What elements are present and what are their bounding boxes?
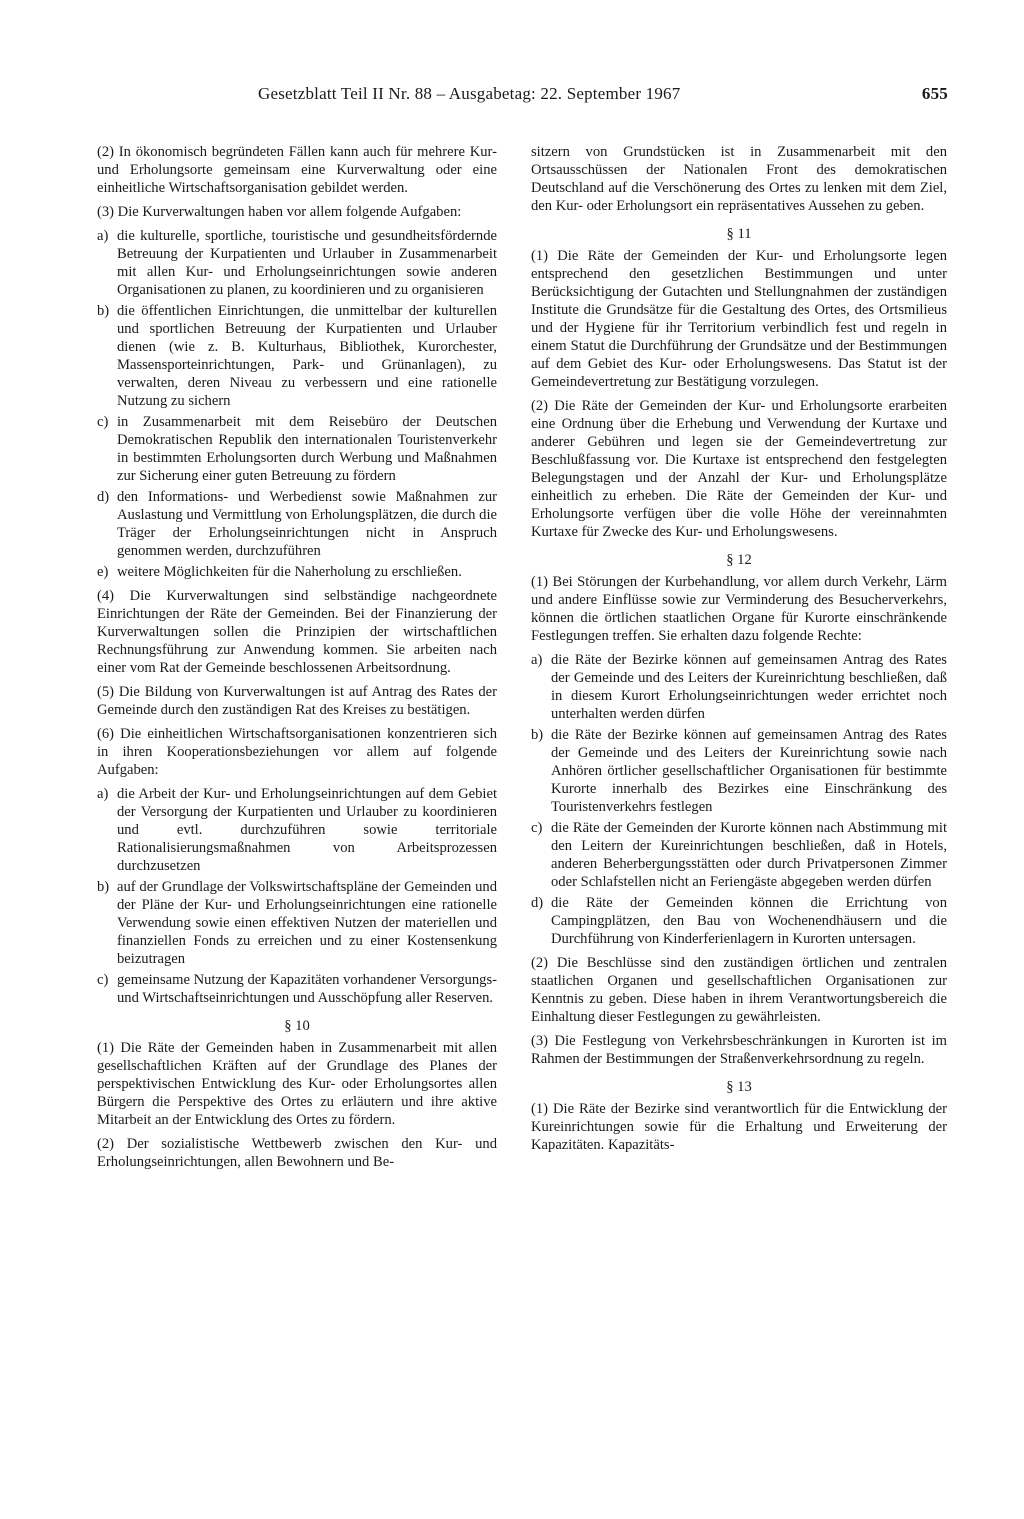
list-item: [97, 413, 497, 485]
section-heading: § 12: [726, 552, 752, 568]
list-item: [97, 227, 497, 299]
item-label: b): [531, 727, 544, 743]
section-heading: § 13: [726, 1079, 752, 1095]
list-item: [531, 651, 947, 723]
list-item: [97, 878, 497, 968]
paragraph: (2) Die Beschlüsse sind den zuständigen örtlichen und zentralen staatlichen Organen und gesellschaftlichen Organisationen zur Kenntnis zu geben. Diese haben in ihrem Verantwortungsbereich die Einhaltung dieser Festlegungen zu gewährleisten.: [531, 955, 947, 1025]
item-label: a): [97, 228, 109, 244]
item-label: a): [97, 786, 109, 802]
paragraph: (2) In ökonomisch begründeten Fällen kann auch für mehrere Kur- und Erholungsorte gemeinsam eine Kurverwaltung oder eine einheitliche Wirtschaftsorganisation gebildet werden.: [97, 144, 497, 196]
item-text: die Räte der Gemeinden können die Errichtung von Campingplätzen, den Bau von Wochenendhäusern und die Durchführung von Kinderferienlagern in Kurorten untersagen.: [551, 895, 947, 947]
paragraph: (2) Der sozialistische Wettbewerb zwischen den Kur- und Erholungseinrichtungen, allen Bewohnern und Be-: [97, 1136, 497, 1170]
paragraph: (4) Die Kurverwaltungen sind selbständige nachgeordnete Einrichtungen der Räte der Gemeinden. Bei der Finanzierung der Kurverwaltungen sollen die Prinzipien der wirtschaftlichen Rechnungsführung zur Anwendung kommen. Sie arbeiten nach einer vom Rat der Gemeinde beschlossenen Arbeitsordnung.: [97, 588, 497, 676]
left-column: [97, 143, 497, 1177]
item-label: a): [531, 652, 543, 668]
item-text: auf der Grundlage der Volkswirtschaftspläne der Gemeinden und der Pläne der Kur- und Erholungseinrichtungen eine rationelle Verwendung sowie einen effektiven Nutzen der materiellen und finanziellen Fonds zu erreichen und zu einer Kostensenkung beizutragen: [117, 879, 497, 967]
item-label: c): [531, 820, 543, 836]
paragraph: (5) Die Bildung von Kurverwaltungen ist auf Antrag des Rates der Gemeinde durch den zuständigen Rat des Kreises zu bestätigen.: [97, 684, 497, 718]
page-header: [258, 84, 948, 108]
page-number: 655: [921, 84, 948, 103]
item-text: die Räte der Bezirke können auf gemeinsamen Antrag des Rates der Gemeinde und des Leiters der Kureinrichtung sowie nach Anhören örtlicher gesellschaftlicher Organisationen für bestimmte Kurorte innerhalb des Bezirkes eine Einschränkung des Touristenverkehrs festlegen: [551, 727, 947, 815]
item-text: weitere Möglichkeiten für die Naherholung zu erschließen.: [117, 564, 462, 580]
paragraph: (1) Die Räte der Gemeinden der Kur- und Erholungsorte legen entsprechend den gesetzlichen Bestimmungen und unter Berücksichtigung der Gutachten und Stellungnahmen der zuständigen Institute die Grundsätze für die Gestaltung des Ortes, des Ortsmilieus und der Hygiene für ihr Territorium verbindlich fest und regeln in einem Statut die Durchführung der Grundsätze und der Bestimmungen auf dem Gebiet des Kur- oder Erholungswesens. Das Statut ist der Gemeindevertretung zur Bestätigung vorzulegen.: [531, 248, 947, 390]
list-item: [531, 726, 947, 816]
list-item: [97, 785, 497, 875]
item-text: die Räte der Gemeinden der Kurorte können nach Abstimmung mit den Leitern der Kureinrichtungen beschließen, daß in Hotels, anderen Beherbergungsstätten oder durch Privatpersonen Zimmer oder Schlafstellen nicht an Feriengäste abgegeben werden dürfen: [551, 820, 947, 890]
paragraph: (1) Die Räte der Bezirke sind verantwortlich für die Entwicklung der Kureinrichtungen sowie für die Erhaltung und Erweiterung der Kapazitäten. Kapazitäts-: [531, 1101, 947, 1153]
item-label: b): [97, 879, 110, 895]
item-label: d): [97, 489, 110, 505]
task-list: [97, 227, 497, 581]
item-label: e): [97, 564, 109, 580]
list-item: [97, 971, 497, 1007]
list-item: [97, 488, 497, 560]
right-column: [531, 143, 947, 1160]
paragraph: sitzern von Grundstücken ist in Zusammenarbeit mit den Ortsausschüssen der Nationalen Front des demokratischen Deutschland auf die Verschönerung des Ortes zu lenken mit dem Ziel, den Kur- oder Erholungsort ein repräsentatives Aussehen zu geben.: [531, 144, 947, 214]
section-heading: § 10: [284, 1018, 310, 1034]
item-label: c): [97, 972, 109, 988]
list-item: [97, 302, 497, 410]
list-item: [531, 819, 947, 891]
rights-list: [531, 651, 947, 948]
item-text: die kulturelle, sportliche, touristische und gesundheitsfördernde Betreuung der Kurpatienten und Urlauber in Zusammenarbeit mit allen Kur- und Erholungseinrichtungen sowie anderen Organisationen zu planen, zu koordinieren und zu organisieren: [117, 228, 497, 298]
paragraph: (2) Die Räte der Gemeinden der Kur- und Erholungsorte erarbeiten eine Ordnung über die Erhebung und Verwendung der Kurtaxe und anderer Gebühren und legen sie der Gemeindevertretung zur Beschlußfassung vor. Die Kurtaxe ist entsprechend den festgelegten Belegungstagen und der Anzahl der Kur- und Erholungsplätze einheitlich zu erheben. Die Räte der Gemeinden der Kur- und Erholungsorte verfügen über die volle Höhe der vereinnahmten Kurtaxe für Zwecke des Kur- und Erholungswesens.: [531, 398, 947, 540]
item-text: gemeinsame Nutzung der Kapazitäten vorhandener Versorgungs- und Wirtschaftseinrichtungen und Ausschöpfung aller Reserven.: [117, 972, 497, 1006]
task-list: [97, 785, 497, 1007]
paragraph: (1) Bei Störungen der Kurbehandlung, vor allem durch Verkehr, Lärm und andere Einflüsse sowie zur Verminderung des Besucherverkehrs, können die örtlichen staatlichen Organe für Kurorte einschränkende Festlegungen treffen. Sie erhalten dazu folgende Rechte:: [531, 574, 947, 644]
list-item: [531, 894, 947, 948]
paragraph: (1) Die Räte der Gemeinden haben in Zusammenarbeit mit allen gesellschaftlichen Kräften auf der Grundlage des Planes der perspektivischen Entwicklung des Kur- oder Erholungsortes allen Bürgern die Perspektive des Ortes zu erläutern und ihre aktive Mitarbeit an der Entwicklung des Ortes zu fördern.: [97, 1040, 497, 1128]
paragraph: (3) Die Kurverwaltungen haben vor allem folgende Aufgaben:: [97, 204, 462, 220]
paragraph: (3) Die Festlegung von Verkehrsbeschränkungen in Kurorten ist im Rahmen der Bestimmungen der Straßenverkehrsordnung zu regeln.: [531, 1033, 947, 1067]
item-label: b): [97, 303, 110, 319]
paragraph: (6) Die einheitlichen Wirtschaftsorganisationen konzentrieren sich in ihren Kooperationsbeziehungen vor allem auf folgende Aufgaben:: [97, 726, 497, 778]
list-item: [97, 563, 497, 581]
item-text: die öffentlichen Einrichtungen, die unmittelbar der kulturellen und sportlichen Betreuung der Kurpatienten und Urlauber dienen (wie z. B. Kulturhaus, Bibliothek, Kurorchester, Massensporteinrichtungen, Park- und Grünanlagen), zu verwalten, deren Niveau zu verbessern und eine rationelle Nutzung zu sichern: [117, 303, 497, 409]
item-label: d): [531, 895, 544, 911]
item-text: die Arbeit der Kur- und Erholungseinrichtungen auf dem Gebiet der Versorgung der Kurpatienten und Urlauber zu koordinieren und evtl. durchzuführen sowie territoriale Rationalisierungsmaßnahmen von Arbeitsprozessen durchzusetzen: [117, 786, 497, 874]
item-label: c): [97, 414, 109, 430]
header-title: Gesetzblatt Teil II Nr. 88 – Ausgabetag: 22. September 1967: [258, 84, 681, 103]
item-text: in Zusammenarbeit mit dem Reisebüro der Deutschen Demokratischen Republik den internationalen Touristenverkehr in bestimmten Erholungsorten durch Werbung und Maßnahmen zur Sicherung einer guten Betreuung zu fördern: [117, 414, 497, 484]
item-text: die Räte der Bezirke können auf gemeinsamen Antrag des Rates der Gemeinde und des Leiters der Kureinrichtung beschließen, daß in diesem Kurort Erholungseinrichtungen weder errichtet noch unterhalten werden dürfen: [551, 652, 947, 722]
item-text: den Informations- und Werbedienst sowie Maßnahmen zur Auslastung und Vermittlung von Erholungsplätzen, die durch die Träger der Erholungseinrichtungen nicht in Anspruch genommen werden, durchzuführen: [117, 489, 497, 559]
section-heading: § 11: [726, 226, 752, 242]
